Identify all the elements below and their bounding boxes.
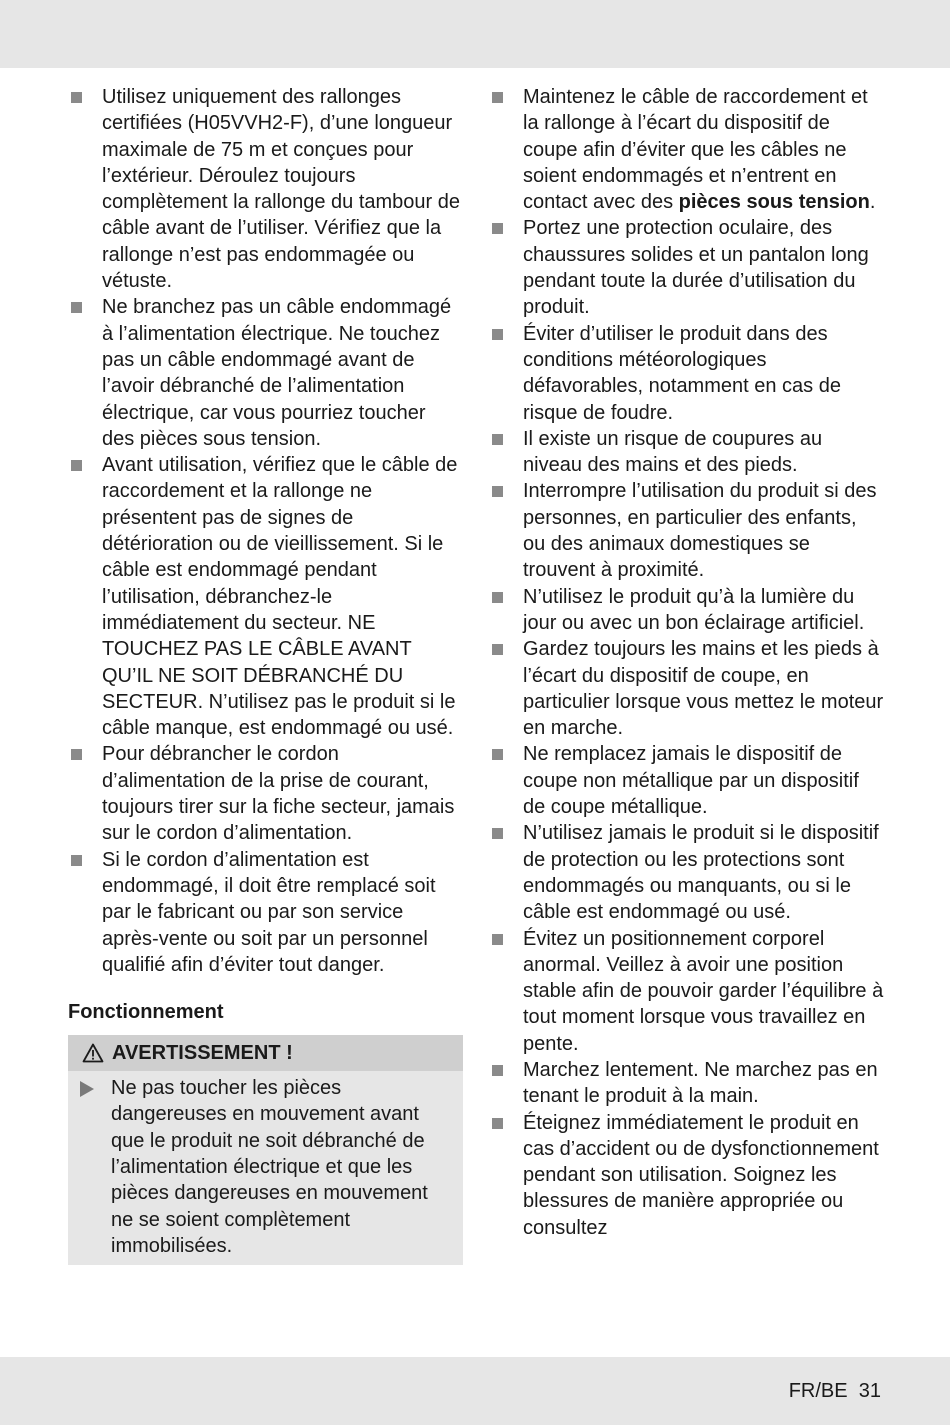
- list-item: N’utilisez jamais le produit si le dispositif de protection ou les protections sont endommagés ou manquants, ou si le câble est endommagé ou usé.: [489, 820, 884, 925]
- header-band: [0, 0, 950, 68]
- warning-text: Ne pas toucher les pièces dangereuses en mouvement avant que le produit ne soit débranché de l’alimentation électrique et que les pièces dangereuses en mouvement ne se soient complètement immobilisées.: [111, 1077, 428, 1257]
- page-footer: [789, 1378, 881, 1404]
- square-bullet-icon: [492, 486, 503, 497]
- square-bullet-icon: [71, 855, 82, 866]
- square-bullet-icon: [492, 749, 503, 760]
- list-item: Portez une protection oculaire, des chaussures solides et un pantalon long pendant toute la durée d’utilisation du produit.: [489, 215, 884, 320]
- list-item: Ne remplacez jamais le dispositif de coupe non métallique par un dispositif de coupe métallique.: [489, 741, 884, 820]
- list-item: Ne branchez pas un câble endommagé à l’alimentation électrique. Ne touchez pas un câble endommagé avant de l’avoir débranché de l’alimentation électrique, car vous pourriez toucher des pièces sous tension.: [68, 294, 463, 452]
- list-item: Il existe un risque de coupures au niveau des mains et des pieds.: [489, 426, 884, 479]
- list-item: Avant utilisation, vérifiez que le câble de raccordement et la rallonge ne présentent pas de signes de détérioration ou de vieillissement. Si le câble est endommagé pendant l’utilisation, débranchez-le immédiatement du secteur. NE TOUCHEZ PAS LE CÂBLE AVANT QU’IL NE SOIT DÉBRANCHÉ DU SECTEUR. N’utilisez pas le produit si le câble manque, est endommagé ou usé.: [68, 452, 463, 741]
- list-item: Évitez un positionnement corporel anormal. Veillez à avoir une position stable afin de pouvoir garder l’équilibre à tout moment lorsque vous travaillez en pente.: [489, 926, 884, 1057]
- square-bullet-icon: [71, 749, 82, 760]
- list-item: Marchez lentement. Ne marchez pas en tenant le produit à la main.: [489, 1057, 884, 1110]
- square-bullet-icon: [492, 592, 503, 603]
- square-bullet-icon: [492, 223, 503, 234]
- square-bullet-icon: [492, 828, 503, 839]
- square-bullet-icon: [71, 92, 82, 103]
- warning-title: AVERTISSEMENT !: [112, 1041, 293, 1064]
- right-column: [489, 84, 884, 1241]
- warning-triangle-icon: [82, 1043, 104, 1063]
- square-bullet-icon: [492, 329, 503, 340]
- list-item: Éteignez immédiatement le produit en cas d’accident ou de dysfonctionnement pendant son utilisation. Soignez les blessures de manière appropriée ou consultez: [489, 1110, 884, 1241]
- right-bullet-list: [489, 84, 884, 1241]
- list-item: Maintenez le câble de raccordement et la rallonge à l’écart du dispositif de coupe afin d’éviter que les câbles ne soient endommagés et n’entrent en contact avec des pièces sous tension.: [489, 84, 884, 215]
- page-number: 31: [858, 1380, 881, 1402]
- left-bullet-list: [68, 84, 463, 978]
- square-bullet-icon: [71, 302, 82, 313]
- triangle-bullet-icon: [80, 1081, 94, 1097]
- list-item: Si le cordon d’alimentation est endommagé, il doit être remplacé soit par le fabricant ou par son service après-vente ou soit par un personnel qualifié afin d’éviter tout danger.: [68, 847, 463, 978]
- square-bullet-icon: [492, 934, 503, 945]
- warning-header: [68, 1035, 463, 1071]
- square-bullet-icon: [492, 92, 503, 103]
- square-bullet-icon: [492, 1118, 503, 1129]
- section-title: Fonctionnement: [68, 1001, 224, 1024]
- list-item: Interrompre l’utilisation du produit si des personnes, en particulier des enfants, ou des animaux domestiques se trouvent à proximité.: [489, 478, 884, 583]
- list-item: Éviter d’utiliser le produit dans des conditions météorologiques défavorables, notamment en cas de risque de foudre.: [489, 321, 884, 426]
- warning-body: [68, 1071, 463, 1265]
- list-item: Gardez toujours les mains et les pieds à l’écart du dispositif de coupe, en particulier lorsque vous mettez le moteur en marche.: [489, 636, 884, 741]
- footer-language: FR/BE: [788, 1380, 848, 1402]
- square-bullet-icon: [492, 1065, 503, 1076]
- square-bullet-icon: [492, 434, 503, 445]
- list-item: N’utilisez le produit qu’à la lumière du jour ou avec un bon éclairage artificiel.: [489, 584, 884, 637]
- list-item: Utilisez uniquement des rallonges certifiées (H05VVH2-F), d’une longueur maximale de 75 m et conçues pour l’extérieur. Déroulez toujours complètement la rallonge du tambour de câble avant de l’utiliser. Vérifiez que la rallonge n’est pas endommagée ou vétuste.: [68, 84, 463, 294]
- bold-term: pièces sous tension: [678, 191, 870, 214]
- square-bullet-icon: [492, 644, 503, 655]
- list-item: Pour débrancher le cordon d’alimentation de la prise de courant, toujours tirer sur la fiche secteur, jamais sur le cordon d’alimentation.: [68, 741, 463, 846]
- warning-box: [68, 1035, 463, 1265]
- square-bullet-icon: [71, 460, 82, 471]
- left-column: [68, 84, 463, 1265]
